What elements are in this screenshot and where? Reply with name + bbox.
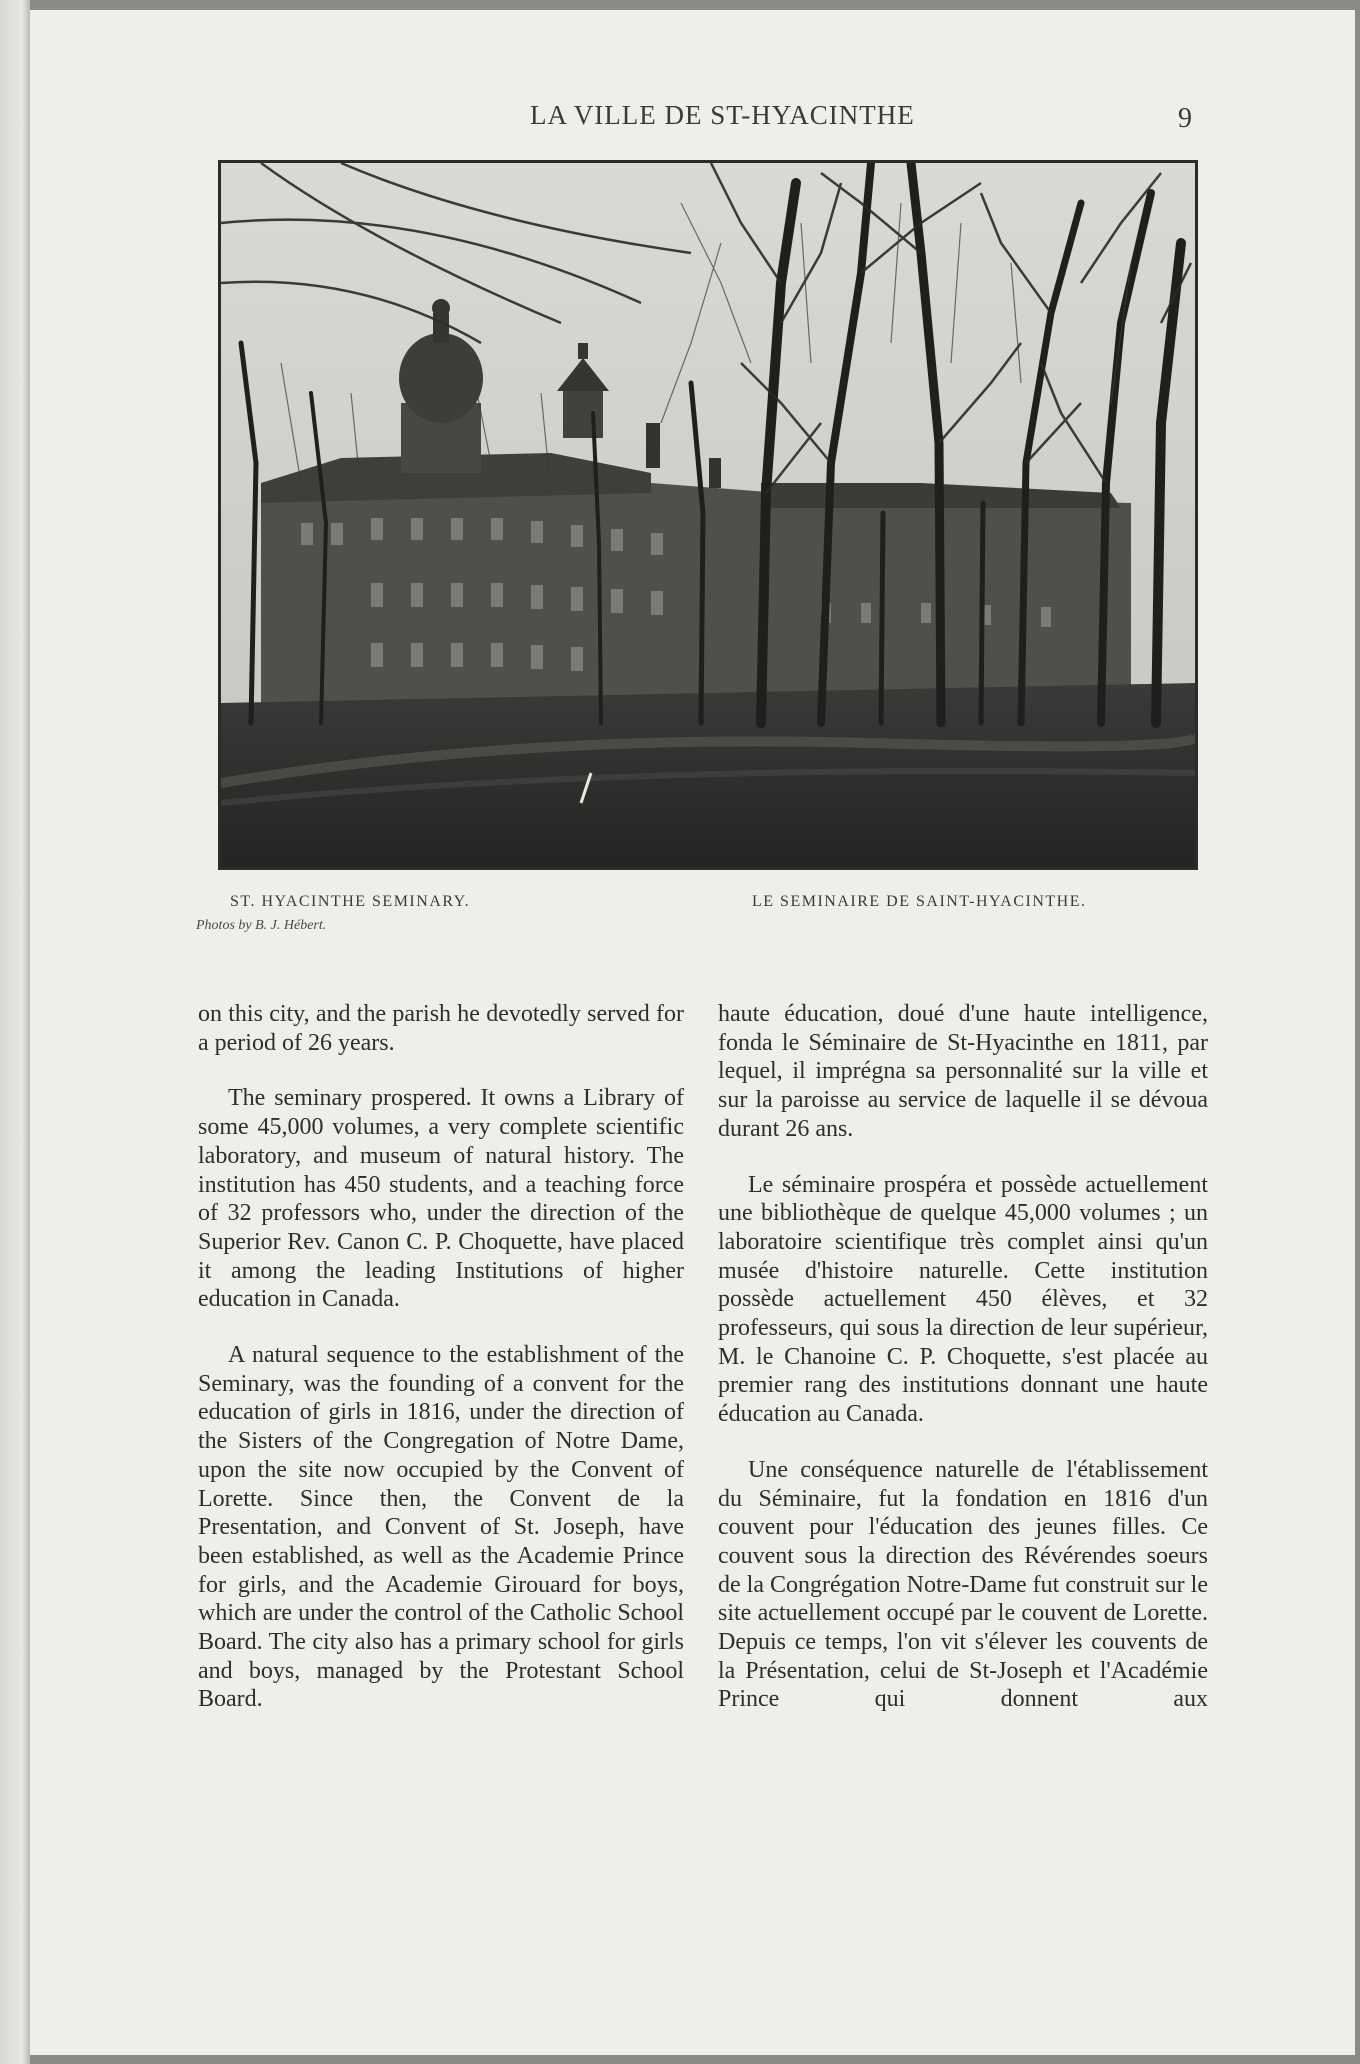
english-paragraph-1: on this city, and the parish he devotedly served for a period of 26 years. (198, 1001, 684, 1056)
caption-french: LE SEMINAIRE DE SAINT-HYACINTHE. (752, 893, 1087, 910)
english-paragraph-2: The seminary prospered. It owns a Library of some 45,000 volumes, a very complete scientific laboratory, and museum of natural history. The institution has 450 students, and a teaching force of 32 professors who, under the direction of the Superior Rev. Canon C. P. Choquette, have placed it among the leading Institutions of higher education in Canada. (198, 1085, 684, 1313)
french-column (718, 1000, 1208, 1714)
english-paragraph-3: A natural sequence to the establishment of the Seminary, was the founding of a convent for the education of girls in 1816, under the direction of the Sisters of the Congregation of Notre Dame, upon the site now occupied by the Convent of Lorette. Since then, the Convent de la Presentation, and Convent of St. Joseph, have been established, as well as the Academie Prince for girls, and the Academie Girouard for boys, which are under the control of the Catholic School Board. The city also has a primary school for girls and boys, managed by the Protestant School Board. (198, 1342, 684, 1713)
running-head: LA VILLE DE ST-HYACINTHE (530, 100, 915, 130)
page-number: 9 (1178, 103, 1192, 134)
french-paragraph-2: Le séminaire prospéra et possède actuellement une bibliothèque de quelque 45,000 volumes ; un laboratoire scientifique très complet ainsi qu'un musée d'histoire naturelle. Cette institution possède actuellement 450 élèves, et 32 professeurs, qui sous la direction de leur supérieur, M. le Chanoine C. P. Choquette, s'est placée au premier rang des institutions donnant une haute éducation au Canada. (718, 1171, 1208, 1428)
english-column (198, 1000, 684, 1714)
french-paragraph-1: haute éducation, doué d'une haute intelligence, fonda le Séminaire de St-Hyacinthe en 1811, par lequel, il imprégna sa personnalité sur la ville et sur la paroisse au service de laquelle il se dévoua durant 26 ans. (718, 1001, 1208, 1142)
page-gutter (0, 0, 30, 2064)
seminary-photograph (218, 160, 1198, 870)
caption-english: ST. HYACINTHE SEMINARY. (230, 893, 471, 910)
photo-credit: Photos by B. J. Hébert. (196, 918, 327, 933)
french-paragraph-3: Une conséquence naturelle de l'établissement du Séminaire, fut la fondation en 1816 d'un couvent pour l'éducation des jeunes filles. Ce couvent sous la direction des Révérendes soeurs de la Congrégation Notre-Dame fut construit sur le site actuellement occupé par le couvent de Lorette. Depuis ce temps, l'on vit s'élever les couvents de la Présentation, celui de St-Joseph et l'Académie Prince qui donnent aux (718, 1456, 1208, 1713)
